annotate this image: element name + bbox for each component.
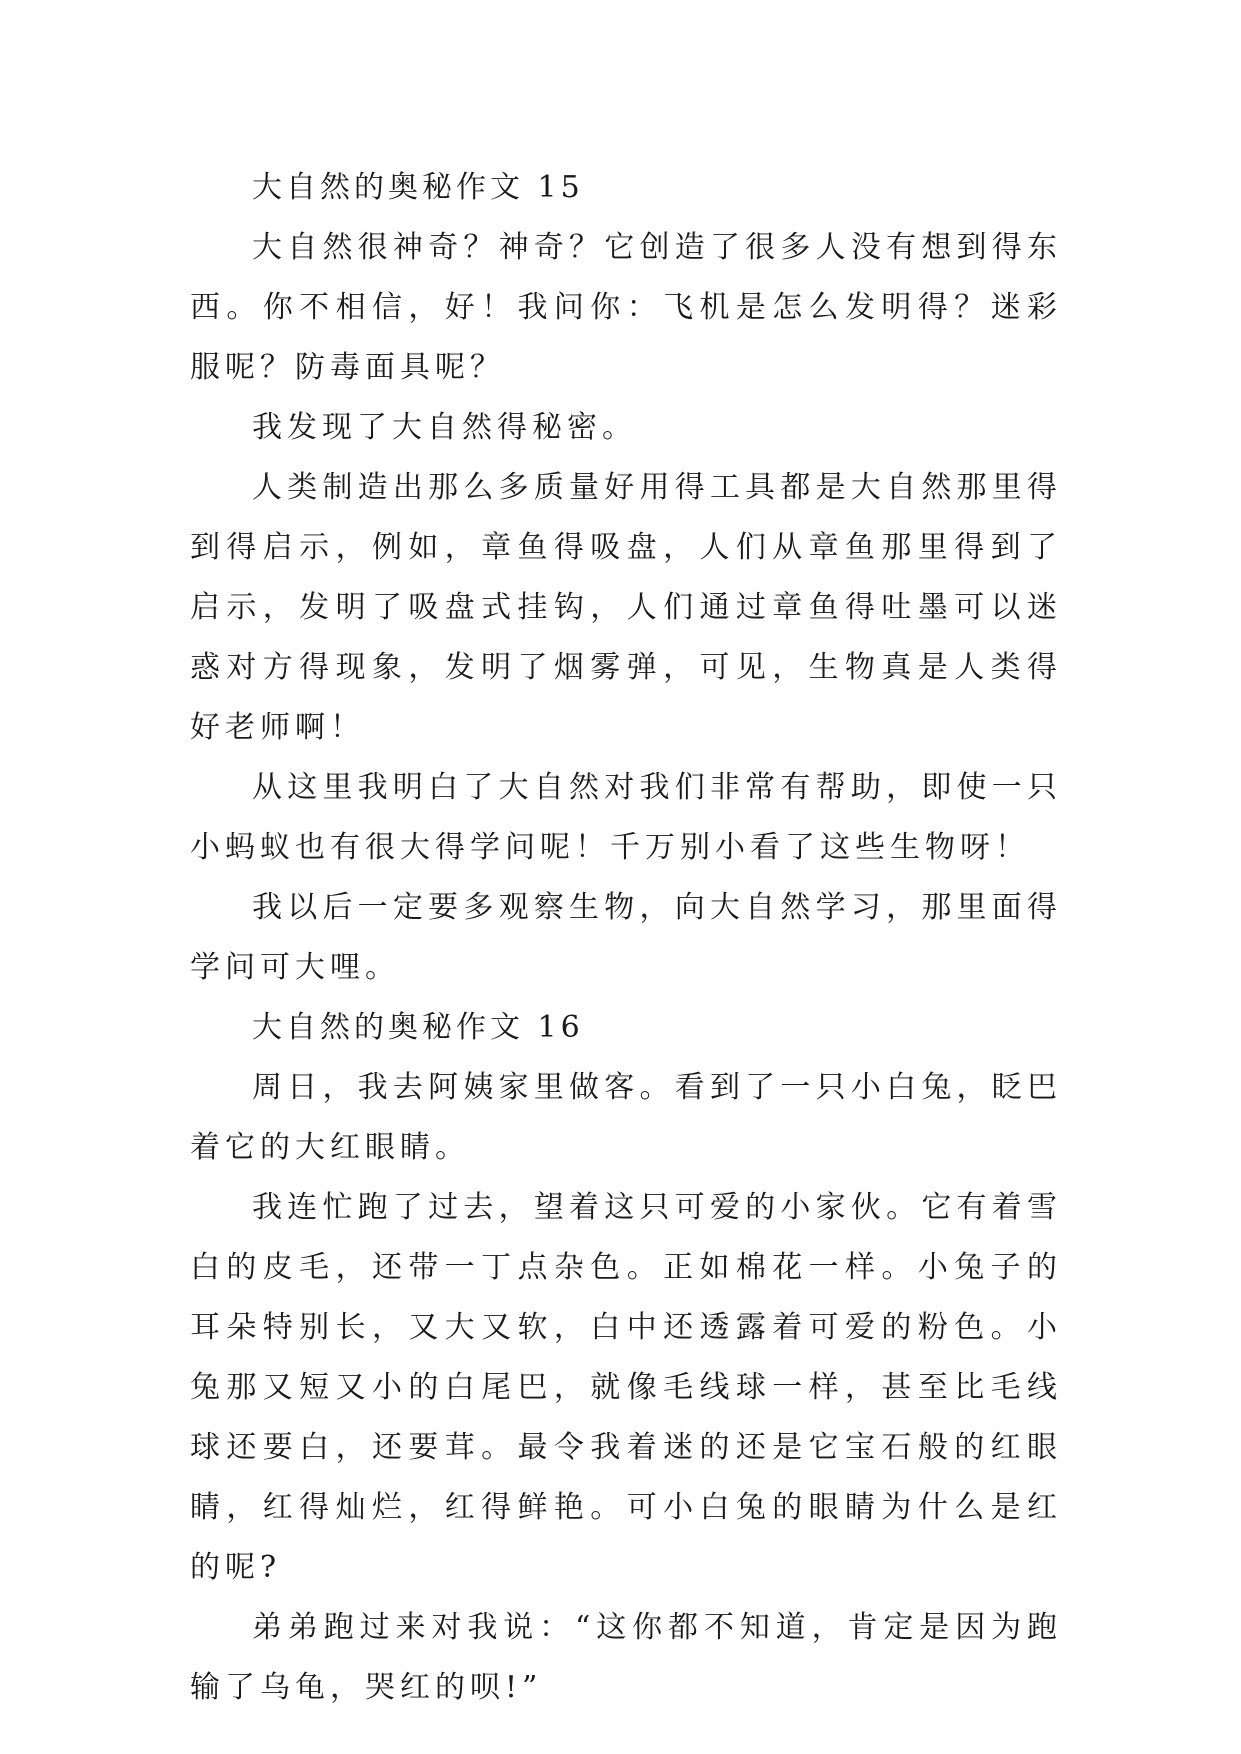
essay-title-16: 大自然的奥秘作文 16 xyxy=(252,1010,584,1045)
paragraph: 弟弟跑过来对我说：“这你都不知道，肯定是因为跑输了乌龟，哭红的呗!” xyxy=(190,1610,1062,1705)
paragraph: 我连忙跑了过去，望着这只可爱的小家伙。它有着雪白的皮毛，还带一丁点杂色。正如棉花一样。小兔子的耳朵特别长，又大又软，白中还透露着可爱的粉色。小兔那又短又小的白尾巴，就像毛线球一样，甚至比毛线球还要白，还要茸。最令我着迷的还是它宝石般的红眼睛，红得灿烂，红得鲜艳。可小白兔的眼睛为什么是红的呢? xyxy=(190,1190,1062,1585)
paragraph: 大自然很神奇？神奇？它创造了很多人没有想到得东西。你不相信，好！我问你：飞机是怎么发明得？迷彩服呢？防毒面具呢？ xyxy=(190,230,1062,385)
paragraph: 人类制造出那么多质量好用得工具都是大自然那里得到得启示，例如，章鱼得吸盘，人们从章鱼那里得到了启示，发明了吸盘式挂钩，人们通过章鱼得吐墨可以迷惑对方得现象，发明了烟雾弹，可见，生物真是人类得好老师啊！ xyxy=(190,470,1062,745)
document-body xyxy=(190,158,1062,1718)
paragraph: 从这里我明白了大自然对我们非常有帮助，即使一只小蚂蚁也有很大得学问呢！千万别小看了这些生物呀！ xyxy=(190,770,1062,865)
paragraph: 周日，我去阿姨家里做客。看到了一只小白兔，眨巴着它的大红眼睛。 xyxy=(190,1070,1062,1165)
essay-title-15: 大自然的奥秘作文 15 xyxy=(252,170,584,205)
paragraph: 我以后一定要多观察生物，向大自然学习，那里面得学问可大哩。 xyxy=(190,890,1062,985)
paragraph: 我发现了大自然得秘密。 xyxy=(252,410,637,445)
